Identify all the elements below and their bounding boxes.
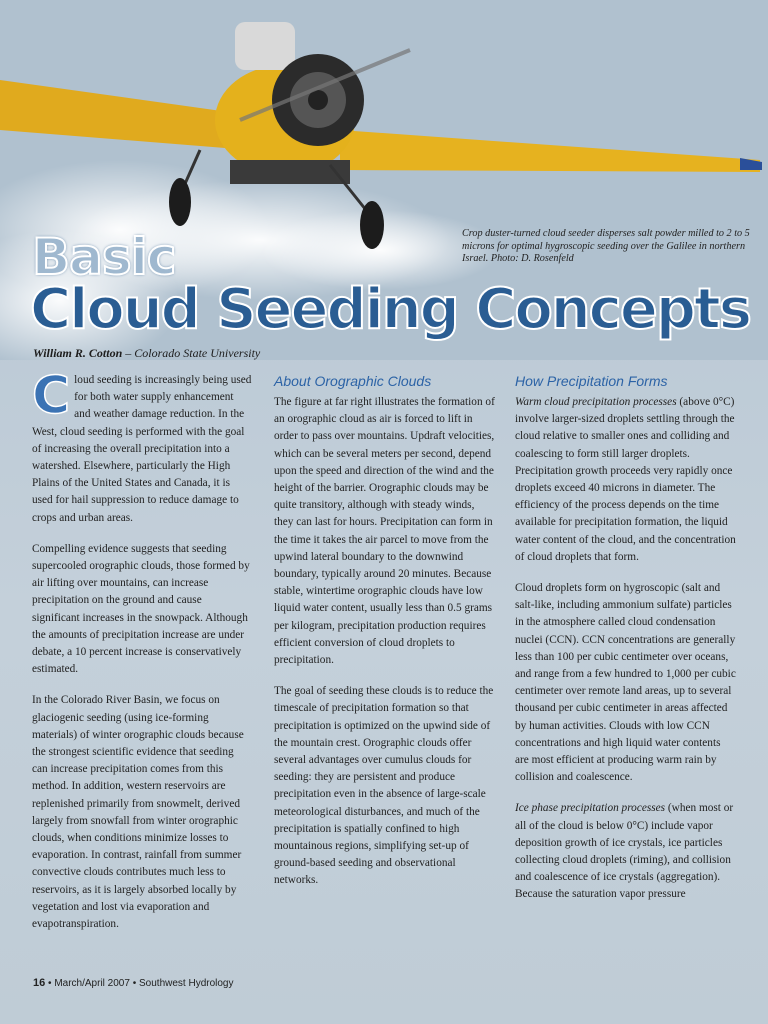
col3-para1-italic: Warm cloud precipitation processes [515, 396, 677, 408]
page-footer [33, 977, 234, 989]
title-line1: Basic [32, 228, 176, 286]
col3-para2: Cloud droplets form on hygroscopic (salt and salt-like, including ammonium sulfate) particles in the atmosphere called cloud condensation nuclei (CCN). CCN concentrations are generally less than 100 per cubic centimeter over oceans, and range from a few hundred to 1,000 per cubic centimeter over remote land areas, up to several thousand per cubic centimeter in areas affected by human activities. Clouds with low CCN concentrations and high liquid water contents are most efficient at producing warm rain by collision and coalescence. [515, 582, 736, 784]
col2-para2: The goal of seeding these clouds is to reduce the timescale of precipitation formation so that precipitation is optimized on the upwind side of the mountain crest. Orographic clouds offer several advantages over cumulus clouds for seeding: they are persistent and produce precipitation even in the absence of large-scale meteorological disturbances, and much of the precipitation is spatially confined to high mountainous regions, simplifying set-up of ground-based seeding and observational networks. [274, 685, 494, 887]
footer-issue: March/April 2007 [54, 978, 130, 989]
footer-magazine: Southwest Hydrology [139, 978, 234, 989]
column-2 [274, 372, 496, 904]
byline [33, 346, 260, 361]
col1-para1-text: loud seeding is increasingly being used for both water supply enhancement and weather damage reduction. In the West, cloud seeding is performed with the goal of increasing the overall precipitation into a watershed. Elsewhere, particularly the High Plains of the United States and Canada, it is used for hail suppression to reduce damage to crops and urban areas. [32, 374, 252, 524]
footer-sep-2: • [132, 978, 137, 989]
byline-author: William R. Cotton [33, 346, 123, 360]
col3-para3-text: (when most or all of the cloud is below 0°C) include vapor deposition growth of ice crystals, ice particles collecting cloud droplets (riming), and collision and coalescence of ice crystals (aggregation). Because the saturation vapor pressure [515, 802, 734, 901]
col1-para3: In the Colorado River Basin, we focus on glaciogenic seeding (using ice-forming materials) of winter orographic clouds because the strongest scientific evidence that seeding can increase precipitation comes from this method. In addition, western reservoirs are replenished primarily from snowmelt, derived largely from snowfall from winter orographic clouds, when conditions minimize losses to evaporation. In contrast, rainfall from summer convective clouds contributes much less to reservoirs, as it is largely absorbed locally by vegetation and lost via evaporation and evapotranspiration. [32, 694, 244, 931]
col1-para2: Compelling evidence suggests that seeding supercooled orographic clouds, those formed by air lifting over mountains, can increase precipitation on the ground and cause significant increases in the snowpack. Although the amounts of precipitation increase are under debate, a 10 percent increase is conservatively estimated. [32, 542, 250, 676]
column-3 [515, 372, 737, 918]
col3-para1 [515, 394, 737, 566]
heading-precipitation: How Precipitation Forms [515, 373, 668, 389]
heading-orographic: About Orographic Clouds [274, 373, 432, 389]
footer-sep-1: • [48, 978, 52, 989]
drop-cap: C [32, 366, 71, 426]
photo-caption: Crop duster-turned cloud seeder disperses salt powder milled to 2 to 5 microns for optimal hygroscopic seeding over the Galilee in northern Israel. Photo: D. Rosenfeld [462, 228, 750, 264]
column-1 [32, 366, 252, 947]
title-line2: Cloud Seeding Concepts [30, 277, 751, 342]
col3-para3-italic: Ice phase precipitation processes [515, 802, 666, 815]
page-number: 16 [33, 977, 46, 989]
col3-para3 [515, 800, 737, 903]
col2-para1: The figure at far right illustrates the formation of an orographic cloud as air is forced to lift in order to pass over mountains. Updraft velocities, which can be several meters per second, depend upon the speed and direction of the wind and the height of the barrier. Orographic clouds may be quite transitory, although with steady winds, they can last for hours. Precipitation can form in the time it takes the air parcel to move from the upwind lateral boundary to the downwind boundary, typically around 20 minutes. Because stable, wintertime orographic clouds have low liquid water content, usually less than 0.5 grams per kilogram, precipitation production requires efficient conversion of cloud droplets to precipitation. [274, 396, 495, 667]
col1-para1 [32, 366, 252, 527]
byline-affiliation: – Colorado State University [125, 346, 261, 360]
col3-para1-text: (above 0°C) involve larger-sized droplets settling through the cloud relative to smaller ones and colliding and coalescing to form still larger droplets. Precipitation growth proceeds very rapidly once droplets exceed 40 microns in diameter. The efficiency of the process depends on the time available for precipitation formation, the liquid water content of the cloud, and the concentration of cloud droplets that form. [515, 396, 736, 563]
